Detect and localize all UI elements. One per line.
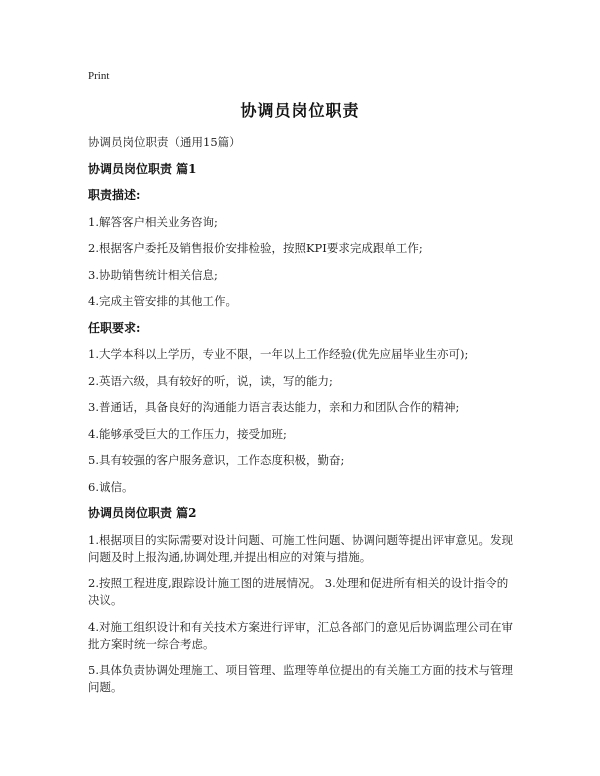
duties-heading: 职责描述: xyxy=(88,188,141,202)
requirement-item: 5.具有较强的客户服务意识，工作态度积极，勤奋; xyxy=(88,453,345,467)
duty-item: 4.完成主管安排的其他工作。 xyxy=(88,294,237,308)
section2-item: 2.按照工程进度,跟踪设计施工图的进展情况。 3.处理和促进所有相关的设计指令的决议。 xyxy=(88,576,509,607)
document-subtitle: 协调员岗位职责（通用15篇） xyxy=(88,135,241,149)
requirement-item: 3.普通话，具备良好的沟通能力语言表达能力，亲和力和团队合作的精神; xyxy=(88,400,460,414)
requirement-item: 2.英语六级，具有较好的听，说，读，写的能力; xyxy=(88,373,333,388)
requirements-heading: 任职要求: xyxy=(88,320,141,335)
requirement-item: 6.诚信。 xyxy=(88,479,134,494)
section1-heading: 协调员岗位职责 篇1 xyxy=(88,161,197,176)
section2-item: 1.根据项目的实际需要对设计问题、可施工性问题、协调问题等提出评审意见。发现问题及时上报沟通,协调处理,并提出相应的对策与措施。 xyxy=(88,532,513,564)
document-title: 协调员岗位职责 xyxy=(240,101,360,120)
section2-item: 4.对施工组织设计和有关技术方案进行评审，汇总各部门的意见后协调监理公司在审批方案时统一综合考虑。 xyxy=(88,619,513,651)
section2-item: 5.具体负责协调处理施工、项目管理、监理等单位提出的有关施工方面的技术与管理问题。 xyxy=(88,663,513,694)
section2-heading: 协调员岗位职责 篇2 xyxy=(88,506,197,520)
duty-item: 1.解答客户相关业务咨询; xyxy=(88,214,218,229)
duty-item: 2.根据客户委托及销售报价安排检验，按照KPI要求完成跟单工作; xyxy=(88,241,423,255)
duty-item: 3.协助销售统计相关信息; xyxy=(88,267,218,282)
requirement-item: 4.能够承受巨大的工作压力，接受加班; xyxy=(88,426,287,441)
requirement-item: 1.大学本科以上学历，专业不限，一年以上工作经验(优先应届毕业生亦可); xyxy=(88,347,469,361)
document-body xyxy=(88,134,518,706)
print-label: Print xyxy=(88,70,110,82)
